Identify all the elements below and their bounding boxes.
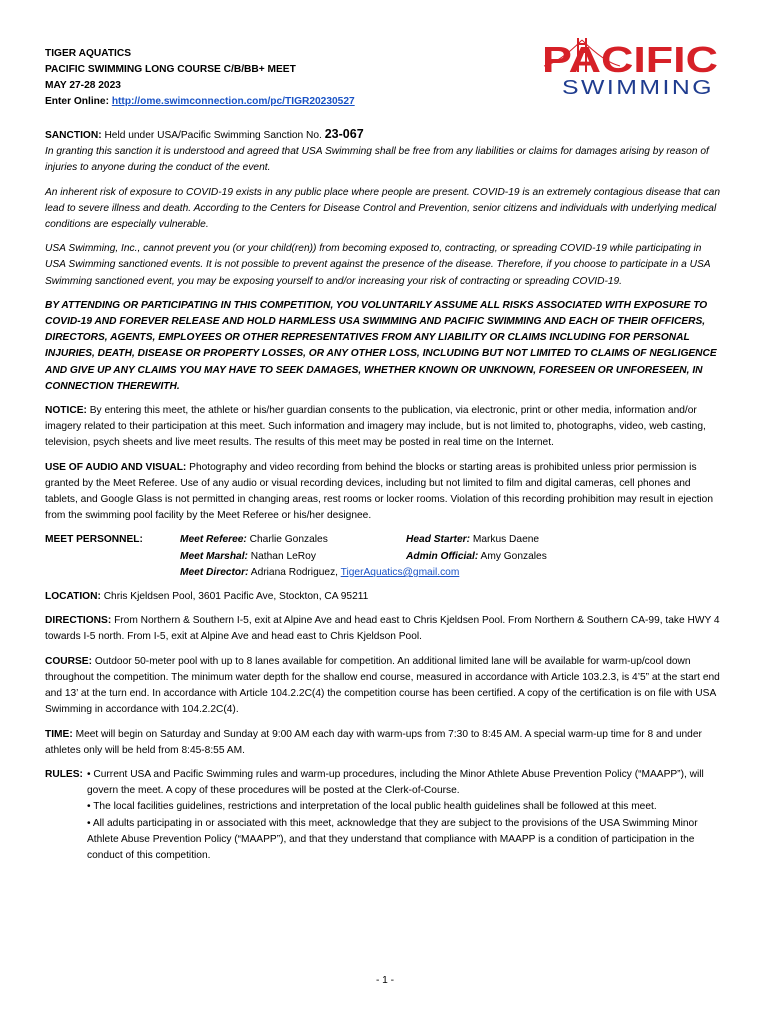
head-starter-role: Head Starter: — [406, 534, 470, 546]
enter-online-link[interactable]: http://ome.swimconnection.com/pc/TIGR20230527 — [111, 96, 355, 107]
meet-header — [45, 39, 720, 126]
directions-text: From Northern & Southern I-5, exit at Alpine Ave and head east to Chris Kjeldsen Pool. From Northern & Southern CA-99, take HWY 4 towards I-5 north. From I-5, exit at Alpine Ave and head east to Chris Kjeldson Pool. — [45, 615, 720, 643]
meet-marshal-name: Nathan LeRoy — [250, 550, 316, 562]
location-text: Chris Kjeldsen Pool, 3601 Pacific Ave, Stockton, CA 95211 — [103, 591, 369, 603]
meet-marshal-role: Meet Marshal: — [180, 550, 248, 562]
page-number: - 1 - — [375, 975, 395, 986]
covid-paragraph-1: An inherent risk of exposure to COVID-19 exists in any public place where people are present. COVID-19 is an extremely contagious disease that can lead to severe illness and death. According to the Centers for Disease Control and Prevention, senior citizens and individuals with underlying medical conditions are especially vulnerable. — [45, 186, 720, 231]
rules-section — [45, 767, 720, 864]
meet-director-name: Adriana Rodriguez, — [250, 566, 338, 578]
location-label: LOCATION: — [45, 591, 101, 603]
time-text: Meet will begin on Saturday and Sunday at 9:00 AM each day with warm-ups from 7:30 to 8:45 AM. A special warm-up time for 8 and under athletes only will be held from 8:45-8:55 AM. — [45, 728, 702, 756]
meet-dates: MAY 27-28 2023 — [45, 80, 121, 91]
meet-referee-role: Meet Referee: — [180, 534, 247, 546]
course-label: COURSE: — [45, 655, 92, 667]
sanction-line — [45, 126, 720, 144]
notice-paragraph — [45, 403, 720, 452]
rules-label: RULES: — [45, 768, 83, 780]
enter-online-label: Enter Online: — [45, 96, 109, 107]
personnel-label: MEET PERSONNEL: — [45, 534, 143, 546]
sanction-label: SANCTION: — [45, 130, 102, 141]
sanction-number: 23-067 — [324, 127, 364, 141]
audio-visual-text: Photography and video recording from behind the blocks or starting areas is prohibited unless prior permission is granted by the Meet Referee. Use of any audio or visual recording devices, including but not limited to film and digital cameras, cell phones and tablets, and Google Glass is not permitted in changing areas, rest rooms or locker rooms. Violation of this recording prohibition may result in ejection from the swimming pool facility by the Meet Referee or his/her designee. — [45, 461, 713, 522]
admin-official-role: Admin Official: — [406, 550, 479, 562]
personnel-list — [180, 532, 547, 581]
covid-waiver: BY ATTENDING OR PARTICIPATING IN THIS COMPETITION, YOU VOLUNTARILY ASSUME ALL RISKS ASSOCIATED WITH EXPOSURE TO COVID-19 AND FOREVER RELEASE AND HOLD HARMLESS USA SWIMMING AND PACIFIC SWIMMING AND EACH OF THEIR OFFICERS, DIRECTORS, AGENTS, EMPLOYEES OR OTHER REPRESENTATIVES FROM ANY LIABILITY OR CLAIMS INCLUDING FOR PERSONAL INJURIES, DEATH, DISEASE OR PROPERTY LOSSES, OR ANY OTHER LOSS, INCLUDING BUT NOT LIMITED TO CLAIMS OF NEGLIGENCE AND GIVE UP ANY CLAIMS YOU MAY HAVE TO SEEK DAMAGES, WHETHER KNOWN OR UNKNOWN, FORESEEN OR UNFORESEEN, IN CONNECTION THEREWITH. — [45, 299, 717, 392]
rules-list — [87, 767, 720, 864]
meet-personnel — [45, 532, 720, 581]
head-starter — [406, 532, 539, 548]
meet-director-email-link[interactable]: TigerAquatics@gmail.com — [340, 566, 460, 578]
meet-marshal — [180, 549, 406, 565]
sanction-liability: In granting this sanction it is understood and agreed that USA Swimming shall be free from any liabilities or claims for damages arising by reason of injuries to anyone during the conduct of the event. — [45, 146, 709, 174]
notice-text: By entering this meet, the athlete or his/her guardian consents to the publication, via electronic, print or other media, information and/or imagery related to their participation at this meet. Such information and imagery may include, but is not limited to, photographs, video, web casting, television, psych sheets and live meet results. The results of this meet may be posted in real time on the Internet. — [45, 405, 706, 449]
directions-label: DIRECTIONS: — [45, 615, 112, 627]
notice-label: NOTICE: — [45, 405, 87, 417]
meet-director — [180, 565, 547, 581]
meet-name: PACIFIC SWIMMING LONG COURSE C/B/BB+ MEET — [45, 64, 296, 75]
course-paragraph — [45, 654, 720, 719]
time-label: TIME: — [45, 728, 73, 740]
course-text: Outdoor 50-meter pool with up to 8 lanes available for competition. An additional limited lane will be available for warm-up/cool down throughout the competition. The minimum water depth for the shallow end course, measured in accordance with Article 103.2.3, is 4’5” at the start end and 13’ at the turn end. In accordance with Article 104.2.2C(4) the competition course has been certified. A copy of the certification is on file with USA Swimming in accordance with 104.2.2C(4). — [45, 655, 720, 716]
admin-official-name: Amy Gonzales — [480, 550, 547, 562]
admin-official — [406, 549, 547, 565]
audio-visual-label: USE OF AUDIO AND VISUAL: — [45, 461, 187, 473]
rules-item: • Current USA and Pacific Swimming rules and warm-up procedures, including the Minor Athlete Abuse Prevention Policy (“MAAPP”), will govern the meet. A copy of these procedures will be posted at the Clerk-of-Course. — [87, 768, 704, 797]
pacific-swimming-logo — [540, 36, 720, 98]
time-paragraph — [45, 727, 720, 759]
location-paragraph — [45, 589, 720, 605]
rules-item: • The local facilities guidelines, restrictions and interpretation of the local public health guidelines shall be followed at this meet. — [87, 801, 657, 813]
host-org: TIGER AQUATICS — [45, 48, 132, 59]
document-page — [45, 39, 720, 864]
sanction-text: Held under USA/Pacific Swimming Sanction No. — [104, 130, 322, 141]
meet-director-role: Meet Director: — [180, 566, 249, 578]
meet-referee — [180, 532, 406, 548]
logo-line1: PACIFIC — [542, 39, 719, 80]
audio-visual-paragraph — [45, 460, 720, 525]
rules-item: • All adults participating in or associated with this meet, acknowledge that they are subject to the provisions of the USA Swimming Minor Athlete Abuse Prevention Policy (“MAAPP”), and that they understand that compliance with MAAPP is a condition of participation in the conduct of this competition. — [87, 817, 698, 861]
meet-referee-name: Charlie Gonzales — [249, 534, 328, 546]
covid-paragraph-2: USA Swimming, Inc., cannot prevent you (or your child(ren)) from becoming exposed to, contracting, or spreading COVID-19 while participating in USA Swimming sanctioned events. It is not possible to prevent against the presence of the disease. Therefore, if you choose to participate in a USA Swimming sanctioned event, you may be exposing yourself to and/or increasing your risk of contracting or spreading COVID-19. — [45, 243, 711, 287]
head-starter-name: Markus Daene — [472, 534, 540, 546]
directions-paragraph — [45, 613, 720, 645]
logo-line2: SWIMMING — [562, 77, 714, 98]
